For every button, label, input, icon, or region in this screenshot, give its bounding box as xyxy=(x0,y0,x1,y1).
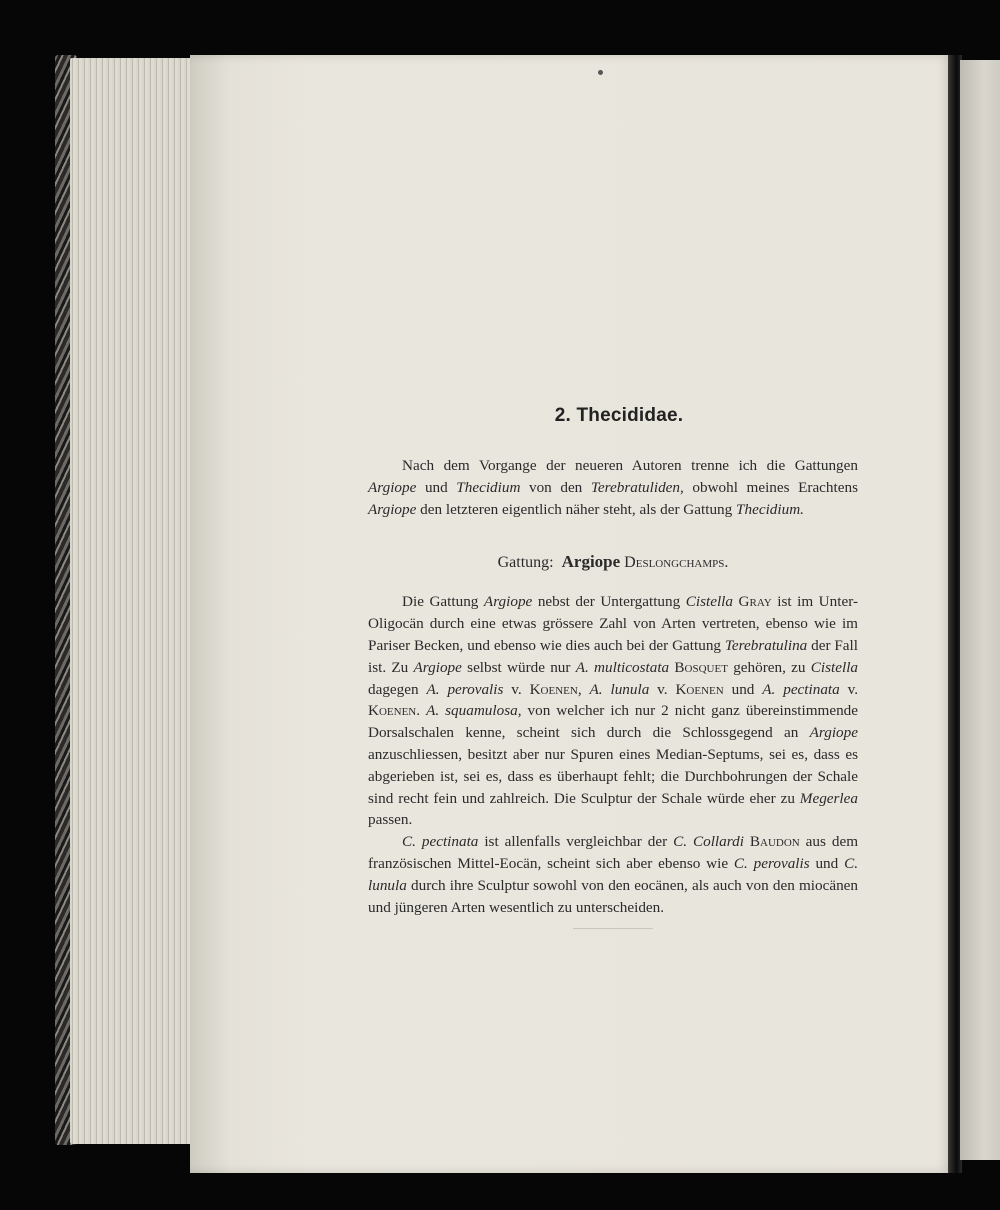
text: ist im Unter-Oligocän durch eine etwas grössere Zahl von Arten vertreten, ebenso wie im Pariser Becken, und ebenso wie dies auch bei der Gattung xyxy=(368,593,859,654)
taxon-name: Thecidium. xyxy=(736,500,804,518)
taxon-name: C. perovalis xyxy=(733,854,810,872)
taxon-name: Argiope xyxy=(483,593,533,611)
intro-paragraph xyxy=(368,455,858,520)
page-edges xyxy=(70,58,200,1144)
text: ist allenfalls vergleichbar der xyxy=(478,833,674,851)
section-title: Thecididae. xyxy=(576,405,684,426)
taxon-name: A. multicostata xyxy=(575,658,670,676)
text: anzuschliessen, besitzt aber nur Spuren eines Median-Septums, sei es, dass es abgerieben ist, sei es, dass es überhaupt fehlt; die Durchbohrungen der Schale sind recht fein und zahlreich. Die Sculptur der Schale würde eher zu xyxy=(368,745,858,807)
text: von welcher ich nur 2 nicht ganz übereinstimmende Dorsalschalen kenne, scheint sich durch die Schlossgegend an xyxy=(368,702,858,742)
genus-name: Argiope xyxy=(561,552,621,572)
section-number: 2. xyxy=(554,405,572,426)
author-name: Baudon xyxy=(749,833,800,851)
text: Die Gattung xyxy=(402,593,484,611)
text: v. xyxy=(503,680,530,698)
page-mark xyxy=(598,70,603,75)
section-heading xyxy=(380,405,858,427)
text: nebst der Untergattung xyxy=(532,593,686,611)
taxon-name: C. pectinata xyxy=(402,833,479,851)
taxon-name: Terebratuliden xyxy=(590,478,681,496)
text: und xyxy=(416,478,457,496)
text: , xyxy=(577,680,590,698)
text: dagegen xyxy=(368,680,427,698)
text: von den xyxy=(520,478,591,496)
taxon-name: Terebratulina xyxy=(724,636,808,654)
closing-rule xyxy=(573,928,653,929)
text: passen. xyxy=(368,811,413,829)
text: aus dem französischen Mittel-Eocän, scheint sich aber ebenso wie xyxy=(368,833,859,872)
taxon-name: A. lunula xyxy=(589,680,650,698)
taxon-name: Cistella xyxy=(685,593,733,611)
text: durch ihre Sculptur sowohl von den eocänen, als auch von den miocänen und jüngeren Arten wesentlich zu unterscheiden. xyxy=(368,876,858,916)
taxon-name: A. squamulosa, xyxy=(426,702,522,720)
text: gehören, zu xyxy=(727,658,811,676)
text: und xyxy=(723,680,763,698)
author-name: Gray xyxy=(738,593,772,611)
taxon-name: Cistella xyxy=(810,658,859,676)
taxon-name: Megerlea xyxy=(799,789,858,807)
taxon-name: C. Collardi xyxy=(673,833,744,851)
taxon-name: A. perovalis xyxy=(426,680,504,698)
page-text xyxy=(368,405,858,929)
text: den letzteren eigentlich näher steht, als der Gattung xyxy=(416,500,737,518)
text: Nach dem Vorgange der neueren Autoren trenne ich die Gattungen xyxy=(402,457,858,474)
text: v. xyxy=(649,680,676,698)
text: und xyxy=(809,854,845,872)
taxon-name: Argiope xyxy=(809,724,858,742)
author-name: Bosquet xyxy=(674,658,728,676)
body-paragraph-1 xyxy=(368,591,858,831)
taxon-name: Argiope xyxy=(368,478,417,496)
taxon-name: A. pectinata xyxy=(762,680,840,698)
text: , obwohl meines Erachtens xyxy=(680,478,858,496)
text: der Fall ist. Zu xyxy=(368,636,858,676)
author-name: Koenen. xyxy=(368,702,421,720)
genus-prefix: Gattung: xyxy=(497,554,554,572)
facing-page-edge xyxy=(960,60,1000,1160)
text: v. xyxy=(839,680,859,698)
taxon-name: C. lunula xyxy=(368,854,859,894)
body-paragraph-2 xyxy=(368,831,858,918)
genus-heading xyxy=(368,552,858,572)
genus-author: Deslongchamps. xyxy=(624,554,729,572)
taxon-name: Thecidium xyxy=(456,478,521,496)
text: selbst würde nur xyxy=(461,658,576,676)
author-name: Koenen xyxy=(675,680,724,698)
taxon-name: Argiope xyxy=(368,500,417,518)
author-name: Koenen xyxy=(529,680,578,698)
taxon-name: Argiope xyxy=(413,658,462,676)
